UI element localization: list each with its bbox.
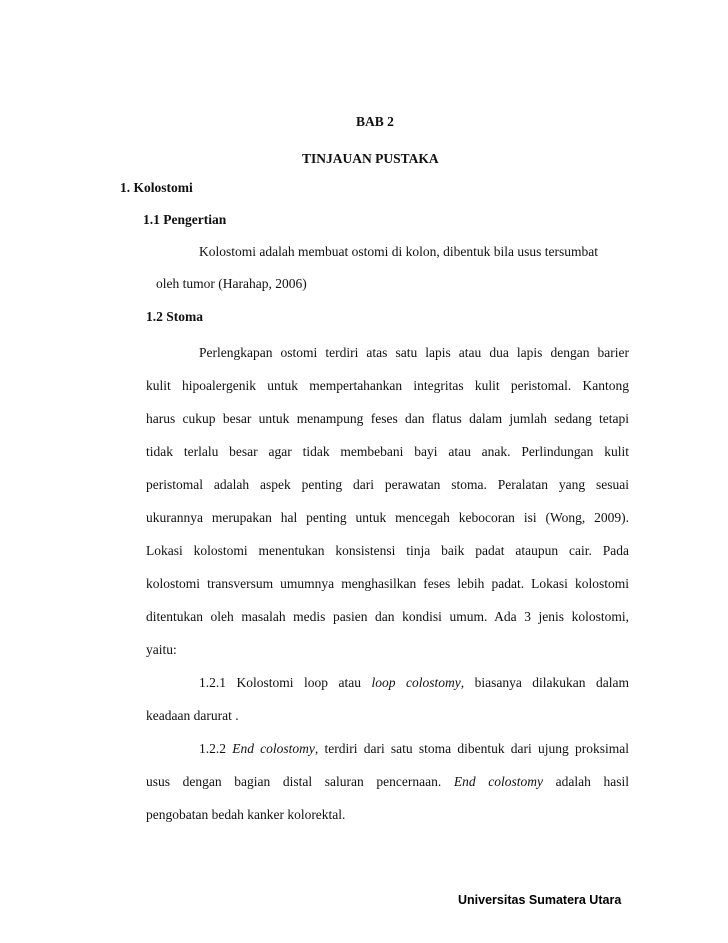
item-1-2-1-line-2: keadaan darurat .	[146, 708, 239, 723]
stoma-paragraph-line: Lokasi kolostomi menentukan konsistensi tinja baik padat ataupun cair. Pada	[146, 543, 629, 558]
item-1-2-1-line-1: 1.2.1 Kolostomi loop atau loop colostomy, biasanya dilakukan dalam	[199, 675, 630, 690]
subsection-heading-stoma: 1.2 Stoma	[146, 309, 203, 324]
italic-term: End colostomy	[453, 774, 543, 789]
stoma-paragraph-line: kolostomi transversum umumnya menghasilkan feses lebih padat. Lokasi kolostomi	[146, 576, 629, 591]
stoma-paragraph-line: yaitu:	[146, 642, 177, 657]
footer-institution: Universitas Sumatera Utara	[458, 893, 622, 907]
italic-term: End colostomy	[232, 741, 315, 756]
section-heading-kolostomi: 1. Kolostomi	[120, 180, 193, 195]
italic-term: loop colostomy	[371, 675, 461, 690]
pengertian-line-1: Kolostomi adalah membuat ostomi di kolon, dibentuk bila usus tersumbat	[199, 244, 598, 259]
stoma-paragraph-line: peristomal adalah aspek penting dari perawatan stoma. Peralatan yang sesuai	[146, 477, 629, 492]
subsection-heading-pengertian: 1.1 Pengertian	[143, 212, 227, 227]
chapter-number: BAB 2	[356, 114, 394, 129]
stoma-paragraph-line: tidak terlalu besar agar tidak membebani bayi atau anak. Perlindungan kulit	[146, 444, 629, 459]
item-number: 1.2.2	[199, 741, 226, 756]
stoma-paragraph-line: kulit hipoalergenik untuk mempertahankan integritas kulit peristomal. Kantong	[146, 378, 629, 393]
item-1-2-2-line-1: 1.2.2 End colostomy, terdiri dari satu stoma dibentuk dari ujung proksimal	[199, 741, 629, 756]
stoma-paragraph-line: Perlengkapan ostomi terdiri atas satu lapis atau dua lapis dengan barier	[199, 345, 629, 360]
pengertian-line-2: oleh tumor (Harahap, 2006)	[156, 276, 307, 291]
stoma-paragraph-line: harus cukup besar untuk menampung feses dan flatus dalam jumlah sedang tetapi	[146, 411, 629, 426]
stoma-paragraph-line: ditentukan oleh masalah medis pasien dan kondisi umum. Ada 3 jenis kolostomi,	[146, 609, 629, 624]
item-number: 1.2.1	[199, 675, 226, 690]
chapter-title: TINJAUAN PUSTAKA	[302, 151, 439, 166]
item-1-2-2-line-2: usus dengan bagian distal saluran pencernaan. End colostomy adalah hasil	[146, 774, 629, 789]
item-1-2-2-line-3: pengobatan bedah kanker kolorektal.	[146, 807, 346, 822]
stoma-paragraph-line: ukurannya merupakan hal penting untuk mencegah kebocoran isi (Wong, 2009).	[146, 510, 629, 525]
